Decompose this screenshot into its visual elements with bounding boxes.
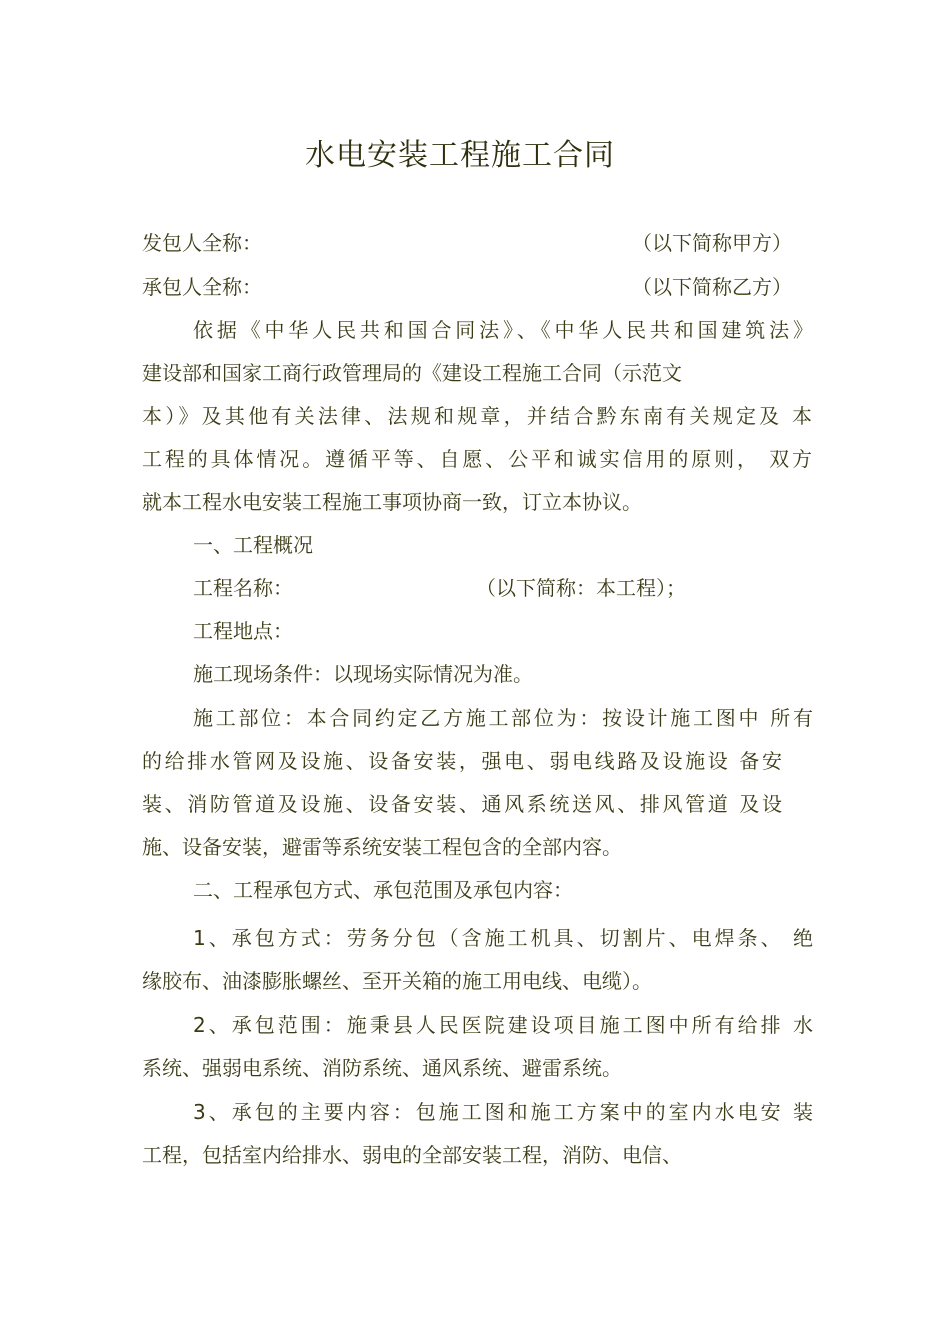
project-name-suffix: （以下简称：本工程）； xyxy=(476,576,686,600)
contract-item-line: 缘胶布、油漆膨胀螺丝、至开关箱的施工用电线、电缆）。 xyxy=(142,969,652,993)
preamble-line: 就本工程水电安装工程施工事项协商一致，订立本协议。 xyxy=(142,490,642,514)
party-a-label: 发包人全称： xyxy=(142,231,262,255)
scope-line: 装、消防管道及设施、设备安装、通风系统送风、排风管道 及设 xyxy=(142,792,782,816)
party-b-label: 承包人全称： xyxy=(142,275,262,299)
party-a-suffix: （以下简称甲方） xyxy=(632,231,792,255)
scope-line: 的给排水管网及设施、设备安装，强电、弱电线路及设施设 备安 xyxy=(142,749,782,773)
contract-item-line: 3、承包的主要内容：包施工图和施工方案中的室内水电安 装 xyxy=(193,1100,813,1124)
site-conditions: 施工现场条件：以现场实际情况为准。 xyxy=(193,662,533,686)
section-heading: 二、工程承包方式、承包范围及承包内容： xyxy=(193,878,573,902)
preamble-line: 本）》及其他有关法律、法规和规章，并结合黔东南有关规定及 本 xyxy=(142,404,812,428)
preamble-line: 依据《中华人民共和国合同法》、《中华人民共和国建筑法》 xyxy=(193,318,813,342)
document-title: 水电安装工程施工合同 xyxy=(305,138,615,173)
project-location-label: 工程地点： xyxy=(193,619,293,643)
section-heading: 一、工程概况 xyxy=(193,533,313,557)
scope-line: 施、设备安装，避雷等系统安装工程包含的全部内容。 xyxy=(142,835,622,859)
contract-item-line: 2、承包范围：施秉县人民医院建设项目施工图中所有给排 水 xyxy=(193,1013,813,1037)
contract-item-line: 系统、强弱电系统、消防系统、通风系统、避雷系统。 xyxy=(142,1056,622,1080)
contract-item-line: 工程，包括室内给排水、弱电的全部安装工程，消防、电信、 xyxy=(142,1143,682,1167)
contract-item-line: 1、承包方式：劳务分包（含施工机具、切割片、电焊条、 绝 xyxy=(193,926,813,950)
party-b-line xyxy=(142,272,812,302)
preamble-line: 建设部和国家工商行政管理局的《建设工程施工合同（示范文 xyxy=(142,361,682,385)
project-name-label: 工程名称： xyxy=(193,576,293,600)
preamble-line: 工程的具体情况。遵循平等、自愿、公平和诚实信用的原则， 双方 xyxy=(142,447,812,471)
scope-line: 施工部位：本合同约定乙方施工部位为：按设计施工图中 所有 xyxy=(193,706,813,730)
party-a-line xyxy=(142,228,812,258)
project-name-line xyxy=(193,573,813,603)
party-b-suffix: （以下简称乙方） xyxy=(632,275,792,299)
